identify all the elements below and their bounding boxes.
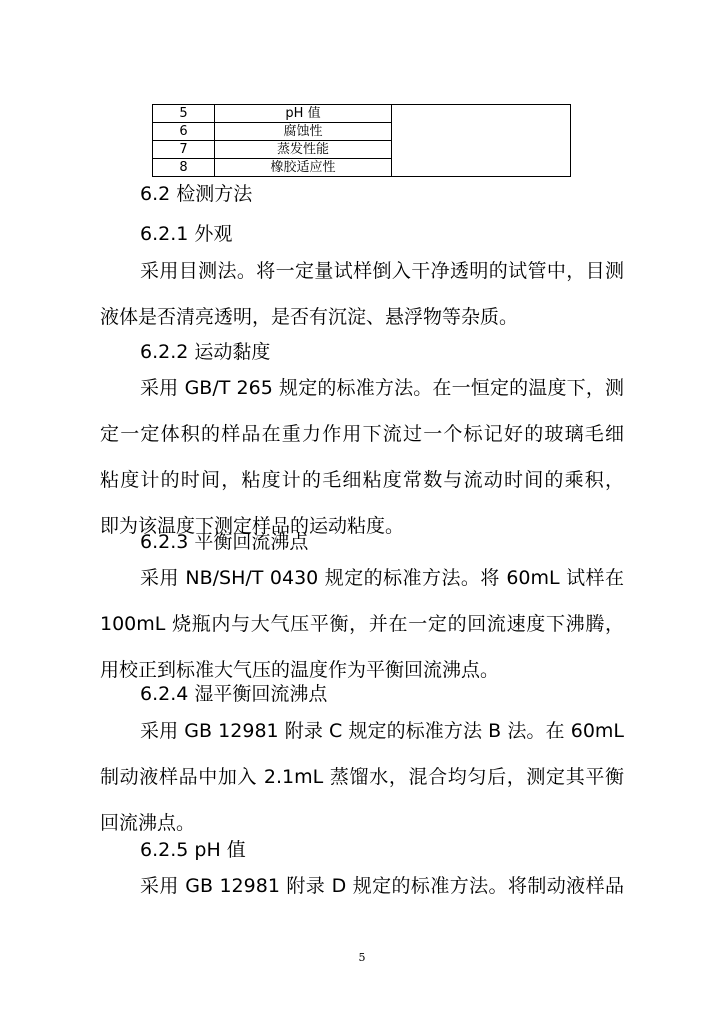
paragraph-line: 粘度计的时间，粘度计的毛细粘度常数与流动时间的乘积， <box>100 469 624 491</box>
method-cell <box>392 105 571 177</box>
table-row <box>153 105 571 123</box>
paragraph-line: 制动液样品中加入 2.1mL 蒸馏水，混合均匀后，测定其平衡 <box>100 766 624 788</box>
section-heading-6-2-4: 6.2.4 湿平衡回流沸点 <box>140 683 328 705</box>
row-item: 橡胶适应性 <box>215 159 392 177</box>
section-heading-6-2: 6.2 检测方法 <box>140 183 253 205</box>
test-items-table <box>152 104 571 177</box>
paragraph-line: 采用 GB 12981 附录 D 规定的标准方法。将制动液样品 <box>140 875 624 897</box>
paragraph-line: 用校正到标准大气压的温度作为平衡回流沸点。 <box>100 659 500 681</box>
section-heading-6-2-3: 6.2.3 平衡回流沸点 <box>140 531 309 553</box>
row-number: 6 <box>153 123 215 141</box>
paragraph-line: 定一定体积的样品在重力作用下流过一个标记好的玻璃毛细 <box>100 423 624 445</box>
row-number: 7 <box>153 141 215 159</box>
paragraph-line: 采用 GB 12981 附录 C 规定的标准方法 B 法。在 60mL <box>140 720 624 742</box>
row-item: 蒸发性能 <box>215 141 392 159</box>
paragraph-line: 即为该温度下测定样品的运动粘度。 <box>100 515 405 537</box>
row-item: pH 值 <box>215 105 392 123</box>
page-number: 5 <box>358 951 366 964</box>
row-item: 腐蚀性 <box>215 123 392 141</box>
row-number: 8 <box>153 159 215 177</box>
paragraph-viscosity <box>100 365 624 549</box>
section-heading-6-2-1: 6.2.1 外观 <box>140 223 233 245</box>
paragraph-line: 液体是否清亮透明，是否有沉淀、悬浮物等杂质。 <box>100 306 519 328</box>
paragraph-line: 采用 NB/SH/T 0430 规定的标准方法。将 60mL 试样在 <box>140 567 624 589</box>
paragraph-appearance <box>100 248 624 340</box>
paragraph-ph <box>100 863 624 909</box>
paragraph-line: 采用 GB/T 265 规定的标准方法。在一恒定的温度下，测 <box>140 377 624 399</box>
row-number: 5 <box>153 105 215 123</box>
paragraph-line: 回流沸点。 <box>100 812 196 834</box>
paragraph-boiling-point <box>100 555 624 693</box>
section-heading-6-2-5: 6.2.5 pH 值 <box>140 839 246 861</box>
paragraph-wet-boiling-point <box>100 708 624 846</box>
paragraph-line: 采用目测法。将一定量试样倒入干净透明的试管中，目测 <box>140 260 624 282</box>
paragraph-line: 100mL 烧瓶内与大气压平衡，并在一定的回流速度下沸腾， <box>100 613 624 635</box>
section-heading-6-2-2: 6.2.2 运动黏度 <box>140 341 271 363</box>
